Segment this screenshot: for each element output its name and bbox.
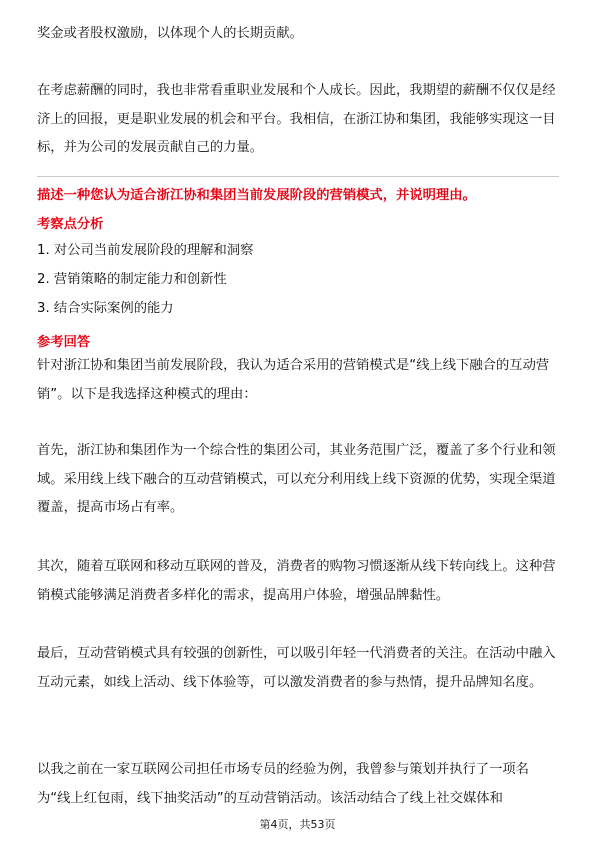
- question-title: 描述一种您认为适合浙江协和集团当前发展阶段的营销模式，并说明理由。: [37, 188, 476, 203]
- paragraph-prev-tail: 奖金或者股权激励，以体现个人的长期贡献。: [37, 26, 303, 41]
- answer-paragraph-2: 首先，浙江协和集团作为一个综合性的集团公司，其业务范围广泛，覆盖了多个行业和领域。采用线上线下融合的互动营销模式，可以充分利用线上线下资源的优势，实现全渠道覆盖，提高市场占有率。: [37, 443, 556, 516]
- answer-paragraph-5: 以我之前在一家互联网公司担任市场专员的经验为例，我曾参与策划并执行了一项名为“线上红包雨，线下抽奖活动”的互动营销活动。该活动结合了线上社交媒体和: [37, 762, 529, 806]
- page-footer: 第4页，共53页: [259, 818, 336, 831]
- analysis-heading: 考察点分析: [37, 217, 104, 232]
- analysis-item: 2. 营销策略的制定能力和创新性: [37, 272, 227, 287]
- answer-heading: 参考回答: [37, 335, 91, 350]
- section-divider: [37, 176, 559, 177]
- analysis-item: 3. 结合实际案例的能力: [37, 301, 174, 316]
- answer-paragraph-3: 其次，随着互联网和移动互联网的普及，消费者的购物习惯逐渐从线下转向线上。这种营销模式能够满足消费者多样化的需求，提高用户体验，增强品牌黏性。: [37, 559, 556, 603]
- answer-paragraph-1: 针对浙江协和集团当前发展阶段，我认为适合采用的营销模式是“线上线下融合的互动营销”。以下是我选择这种模式的理由：: [37, 358, 550, 402]
- answer-paragraph-4: 最后，互动营销模式具有较强的创新性，可以吸引年轻一代消费者的关注。在活动中融入互动元素，如线上活动、线下体验等，可以激发消费者的参与热情，提升品牌知名度。: [37, 646, 556, 690]
- paragraph-prev-2: 在考虑薪酬的同时，我也非常看重职业发展和个人成长。因此，我期望的薪酬不仅仅是经济上的回报，更是职业发展的机会和平台。我相信，在浙江协和集团，我能够实现这一目标，并为公司的发展贡献自己的力量。: [37, 83, 556, 156]
- analysis-item: 1. 对公司当前发展阶段的理解和洞察: [37, 243, 254, 258]
